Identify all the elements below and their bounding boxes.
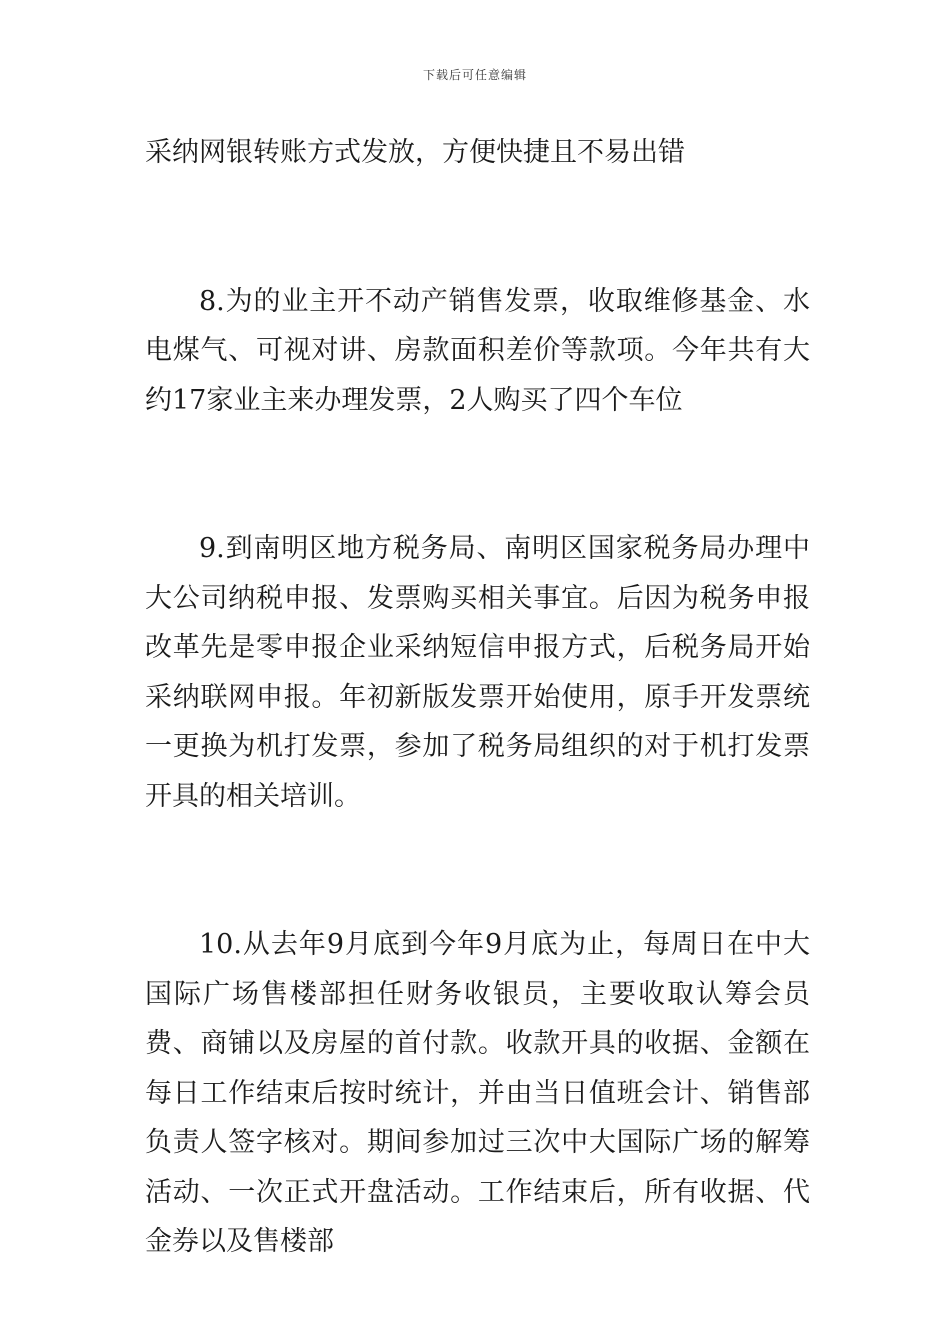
paragraph-item-8: 8.为的业主开不动产销售发票，收取维修基金、水电煤气、可视对讲、房款面积差价等款项。今年共有大约17家业主来办理发票，2人购买了四个车位	[145, 285, 810, 416]
page-header: 下载后可任意编辑	[422, 68, 527, 82]
paragraph-item-9: 9.到南明区地方税务局、南明区国家税务局办理中大公司纳税申报、发票购买相关事宜。后因为税务申报改革先是零申报企业采纳短信申报方式，后税务局开始采纳联网申报。年初新版发票开始使用，原手开发票统一更换为机打发票，参加了税务局组织的对于机打发票开具的相关培训。	[145, 533, 810, 812]
paragraph-item-10: 10.从去年9月底到今年9月底为止，每周日在中大国际广场售楼部担任财务收银员，主要收取认筹会员费、商铺以及房屋的首付款。收款开具的收据、金额在每日工作结束后按时统计，并由当日值班会计、销售部负责人签字核对。期间参加过三次中大国际广场的解筹活动、一次正式开盘活动。工作结束后，所有收据、代金券以及售楼部	[145, 929, 810, 1257]
paragraph-continuation: 采纳网银转账方式发放，方便快捷且不易出错	[145, 137, 685, 168]
document-body	[145, 128, 810, 1267]
